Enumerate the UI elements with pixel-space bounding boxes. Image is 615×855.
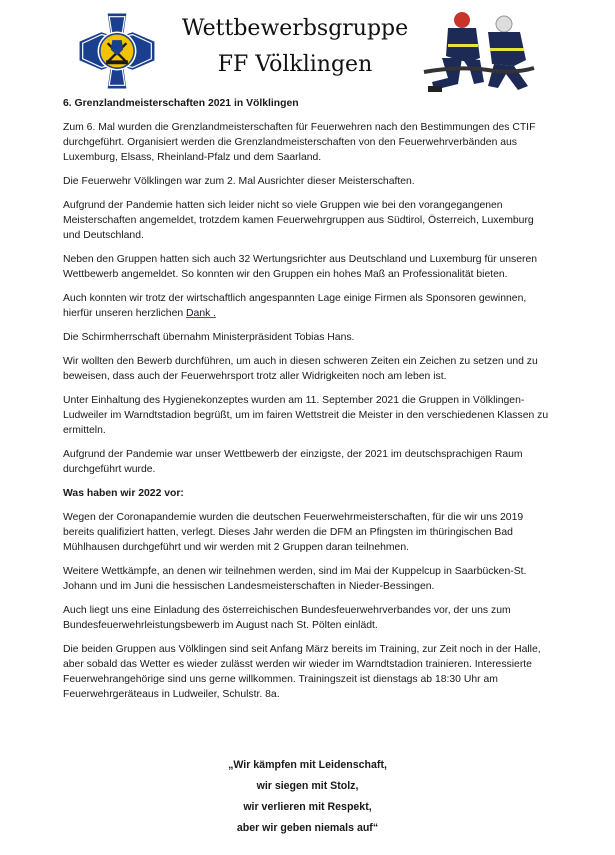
paragraph: Auch liegt uns eine Einladung des österreichischen Bundesfeuerwehrverbandes vor, der uns zum Bundesfeuerwehrleistungsbewerb im August nach St. Pölten einlädt. (63, 605, 511, 631)
paragraph: Die Schirmherrschaft übernahm Ministerpräsident Tobias Hans. (63, 332, 355, 343)
quote-line: wir siegen mit Stolz, (256, 780, 359, 792)
thanks-link[interactable]: Dank . (186, 308, 217, 319)
fire-department-logo-icon (78, 12, 156, 90)
sponsor-paragraph (63, 291, 553, 321)
paragraph: Zum 6. Mal wurden die Grenzlandmeisterschaften für Feuerwehren nach den Bestimmungen des CTIF durchgeführt. Organisiert werden die Grenzlandmeisterschaften von den Feuerwehrverbänden aus Luxemburg, Elsass, Rheinland-Pfalz und dem Saarland. (63, 122, 536, 163)
paragraph: Wir wollten den Bewerb durchführen, um auch in diesen schweren Zeiten ein Zeichen zu setzen und zu beweisen, dass auch der Feuerwehrsport trotz aller Widrigkeiten noch am leben ist. (63, 356, 538, 382)
sponsor-text: Auch konnten wir trotz der wirtschaftlich angespannten Lage einige Firmen als Sponsoren gewinnen, hierfür unseren herzlichen (63, 293, 527, 319)
section-heading-2021: 6. Grenzlandmeisterschaften 2021 in Völklingen (63, 98, 299, 109)
paragraph: Unter Einhaltung des Hygienekonzeptes wurden am 11. September 2021 die Gruppen in Völklingen-Ludweiler im Warndtstadion begrüßt, um im fairen Wettstreit die Meister in den verschiedenen Klassen zu ermitteln. (63, 395, 549, 436)
paragraph: Die Feuerwehr Völklingen war zum 2. Mal Ausrichter dieser Meisterschaften. (63, 176, 415, 187)
section-heading-2022: Was haben wir 2022 vor: (63, 488, 184, 499)
paragraph: Aufgrund der Pandemie hatten sich leider nicht so viele Gruppen wie bei den vorangegangenen Meisterschaften angemeldet, trotzdem kamen Feuerwehrgruppen aus Südtirol, Österreich, Luxemburg und Deutschland. (63, 200, 534, 241)
paragraph: Neben den Gruppen hatten sich auch 32 Wertungsrichter aus Deutschland und Luxemburg für unseren Wettbewerb angemeldet. So konnten wir den Gruppen ein hohes Maß an Professionalität bieten. (63, 254, 538, 280)
quote-line: „Wir kämpfen mit Leidenschaft, (228, 759, 387, 771)
title-block (170, 14, 420, 80)
title-line-1: Wettbewerbsgruppe (181, 16, 409, 41)
article-body (63, 96, 553, 711)
motto-quote (0, 755, 615, 839)
firefighters-photo (418, 10, 536, 96)
paragraph: Wegen der Coronapandemie wurden die deutschen Feuerwehrmeisterschaften, für die wir uns 2019 bereits qualifiziert hatten, verlegt. Dieses Jahr werden die DFM an Pfingsten im thüringischen Bad Mühlhausen durchgeführt und wir werden mit 2 Gruppen daran teilnehmen. (63, 512, 524, 553)
title-line-2: FF Völklingen (217, 52, 373, 77)
paragraph: Aufgrund der Pandemie war unser Wettbewerb der einzigste, der 2021 im deutschsprachigen Raum durchgeführt wurde. (63, 449, 523, 475)
paragraph: Die beiden Gruppen aus Völklingen sind seit Anfang März bereits im Training, zur Zeit noch in der Halle, aber sobald das Wetter es wieder zulässt werden wir wieder im Warndtstadion trainieren. Interessierte Feuerwehrangehörige sind uns gerne willkommen. Trainingszeit ist dienstags ab 18:30 Uhr am Feuerwehrgeräteaus in Ludweiler, Schulstr. 8a. (63, 644, 541, 700)
paragraph: Weitere Wettkämpfe, an denen wir teilnehmen werden, sind im Mai der Kuppelcup in Saarbücken-St. Johann und im Juni die hessischen Landesmeisterschaften in Nieder-Bessingen. (63, 566, 527, 592)
quote-line: aber wir geben niemals auf“ (236, 822, 379, 834)
header (0, 0, 615, 95)
quote-line: wir verlieren mit Respekt, (243, 801, 372, 813)
